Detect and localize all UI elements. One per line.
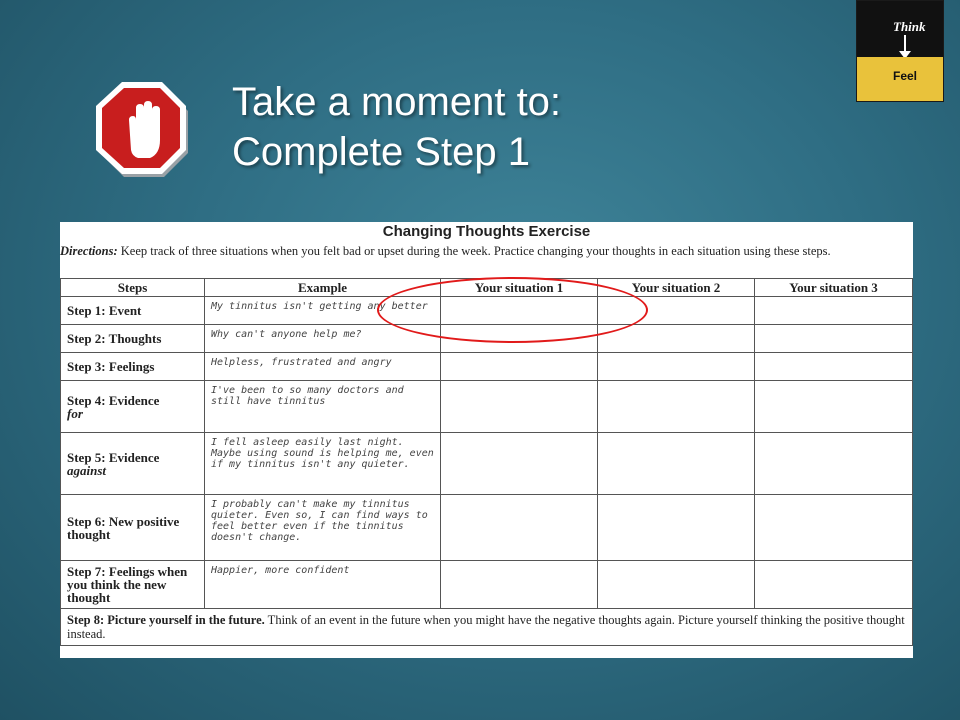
example-cell: I fell asleep easily last night. Maybe using sound is helping me, even if my tinnitus isn't any quieter. (205, 433, 441, 495)
down-arrow-icon (904, 35, 906, 53)
think-panel (857, 1, 943, 57)
column-header: Your situation 2 (598, 279, 755, 297)
feel-panel (857, 57, 943, 101)
step8-label: Step 8: Picture yourself in the future. (67, 613, 265, 627)
situation-3-cell[interactable] (755, 381, 913, 433)
step-label-sub: for (67, 405, 83, 421)
example-cell: I've been to so many doctors and still have tinnitus (205, 381, 441, 433)
situation-2-cell[interactable] (598, 561, 755, 609)
situation-3-cell[interactable] (755, 561, 913, 609)
situation-2-cell[interactable] (598, 495, 755, 561)
step-label: Step 3: Feelings (61, 353, 205, 381)
example-cell: I probably can't make my tinnitus quieter. Even so, I can find ways to feel better even if the tinnitus doesn't change. (205, 495, 441, 561)
situation-2-cell[interactable] (598, 381, 755, 433)
situation-2-cell[interactable] (598, 353, 755, 381)
directions-label: Directions: (60, 244, 118, 258)
step-label: Step 2: Thoughts (61, 325, 205, 353)
situation-3-cell[interactable] (755, 325, 913, 353)
step-label-sub: against (67, 462, 107, 478)
column-header: Your situation 3 (755, 279, 913, 297)
think-feel-badge (856, 0, 944, 102)
column-header: Steps (61, 279, 205, 297)
situation-1-cell[interactable] (441, 433, 598, 495)
step8-text: Think of an event in the future when you might have the negative thoughts again. Picture yourself thinking the positive thought instead. (67, 613, 905, 641)
situation-1-cell[interactable] (441, 495, 598, 561)
example-cell: My tinnitus isn't getting any better (205, 297, 441, 325)
table-row (61, 495, 913, 561)
situation-1-cell[interactable] (441, 381, 598, 433)
highlight-circle (377, 277, 648, 343)
step-label-main: Step 5: Evidence (67, 449, 160, 465)
column-header: Example (205, 279, 441, 297)
situation-3-cell[interactable] (755, 353, 913, 381)
example-cell: Happier, more confident (205, 561, 441, 609)
stop-hand-icon (94, 80, 190, 178)
situation-3-cell[interactable] (755, 297, 913, 325)
table-row (61, 561, 913, 609)
directions-text: Keep track of three situations when you felt bad or upset during the week. Practice changing your thoughts in each situation using these steps. (117, 244, 831, 258)
step-label: Step 1: Event (61, 297, 205, 325)
step-label: Step 6: New positive thought (61, 495, 205, 561)
table-row (61, 433, 913, 495)
table-row (61, 381, 913, 433)
feel-label: Feel (893, 69, 918, 83)
table-row-step8 (61, 609, 913, 646)
table-row (61, 353, 913, 381)
step-label (61, 433, 205, 495)
worksheet-directions (60, 244, 910, 258)
step-label-main: Step 4: Evidence (67, 392, 160, 408)
situation-3-cell[interactable] (755, 495, 913, 561)
worksheet-title: Changing Thoughts Exercise (382, 223, 591, 240)
situation-3-cell[interactable] (755, 433, 913, 495)
situation-2-cell[interactable] (598, 433, 755, 495)
step-label (61, 381, 205, 433)
heading-line-2: Complete Step 1 (232, 130, 530, 174)
column-header: Your situation 1 (441, 279, 598, 297)
example-cell: Helpless, frustrated and angry (205, 353, 441, 381)
heading-line-1: Take a moment to: (232, 80, 562, 124)
example-cell: Why can't anyone help me? (205, 325, 441, 353)
think-label: Think (893, 19, 926, 34)
situation-1-cell[interactable] (441, 561, 598, 609)
step-label: Step 7: Feelings when you think the new thought (61, 561, 205, 609)
step8-cell (61, 609, 913, 646)
situation-1-cell[interactable] (441, 353, 598, 381)
